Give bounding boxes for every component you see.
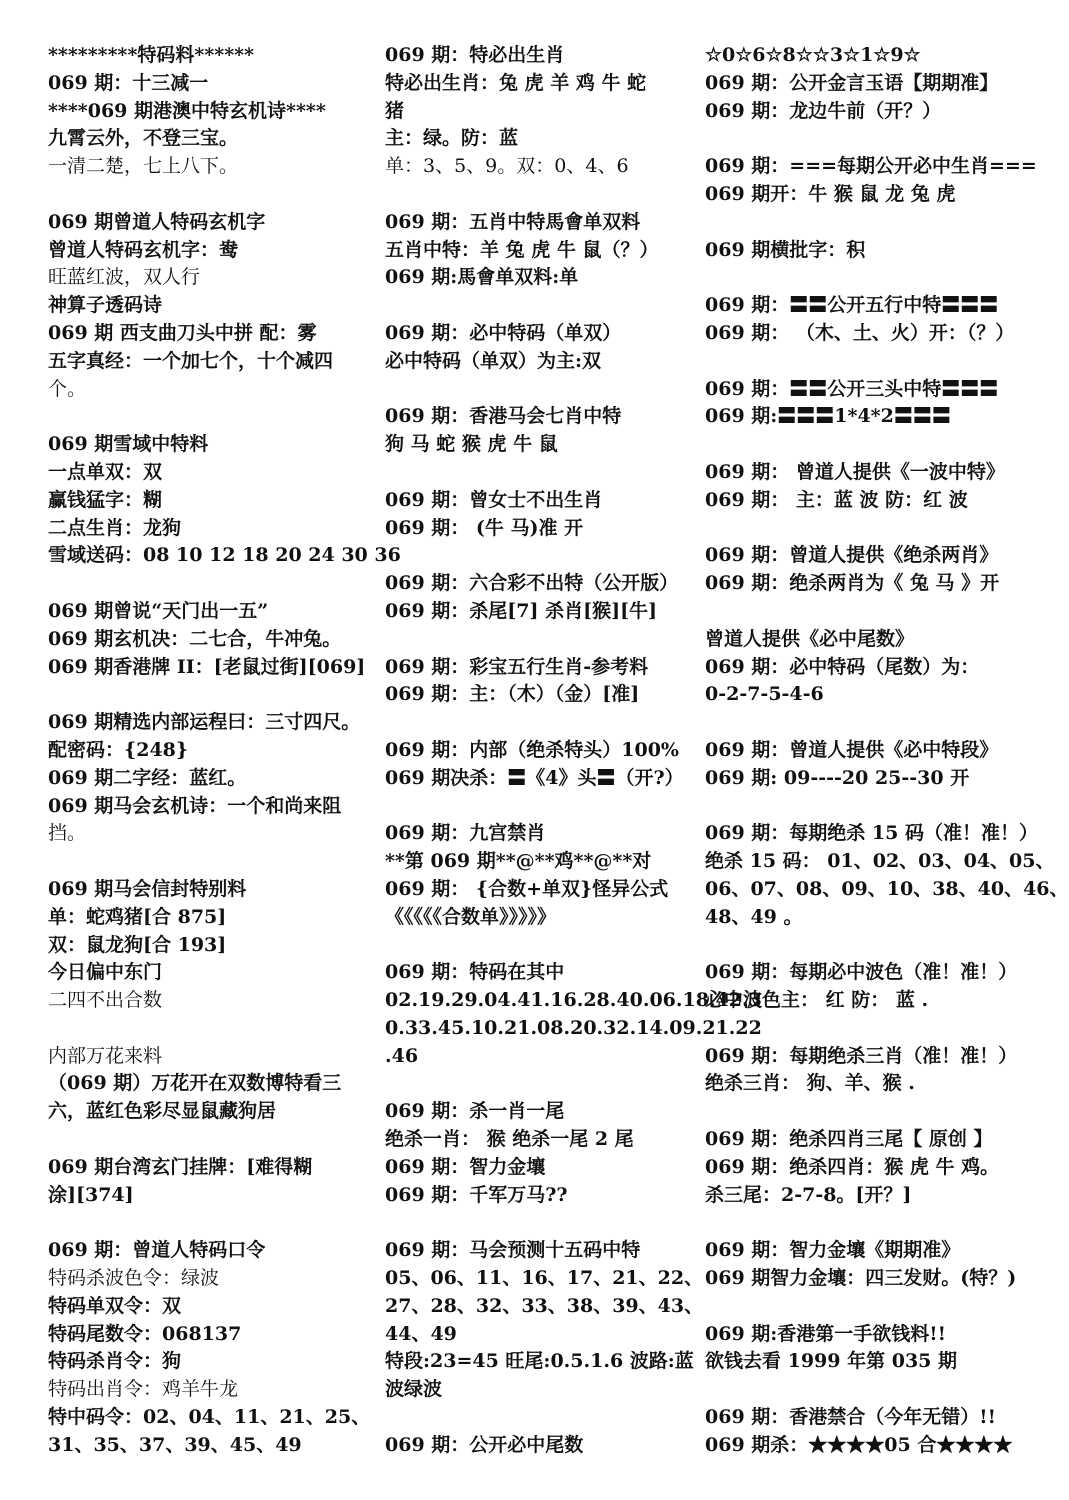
- text-line: 涂][374]: [48, 1183, 134, 1206]
- spacer: [385, 1404, 697, 1432]
- text-line: 069 期：必中特码（单双）: [385, 321, 622, 344]
- text-line: 单：蛇鸡猪[合 875]: [48, 905, 227, 928]
- text-line: 069 期：公开必中尾数: [385, 1433, 584, 1456]
- text-line: 配密码：{248}: [48, 738, 189, 761]
- text-line: 特中码令：02、04、11、21、25、: [48, 1406, 371, 1429]
- text-line: 069 期二字经：蓝红。: [48, 766, 247, 789]
- text-line: 069 期：绝杀四肖三尾【 原创 】: [705, 1128, 993, 1151]
- text-line: 069 期：特码在其中: [385, 961, 565, 984]
- text-line: 主：绿。防：蓝: [385, 127, 519, 150]
- spacer: [48, 181, 373, 209]
- text-line: 欲钱去看 1999 年第 035 期: [705, 1350, 958, 1373]
- text-line: 069 期：六合彩不出特（公开版）: [385, 572, 679, 595]
- spacer: [385, 1209, 697, 1237]
- text-line: 069 期雪域中特料: [48, 433, 209, 456]
- text-line: 五字真经：一个加七个，十个减四: [48, 349, 334, 372]
- text-line: 杀三尾：2-7-8。[开？]: [705, 1183, 912, 1206]
- text-line: 069 期：特必出生肖: [385, 44, 565, 66]
- text-line: ☆0☆6☆8☆☆3☆1☆9☆: [705, 44, 921, 66]
- text-line: 069 期： 曾道人提供《一波中特》: [705, 460, 1005, 483]
- text-line: 31、35、37、39、45、49: [48, 1433, 302, 1456]
- spacer: [705, 431, 1035, 459]
- spacer: [385, 709, 697, 737]
- text-line: 069 期：智力金壤《期期准》: [705, 1239, 961, 1262]
- spacer: [385, 932, 697, 960]
- spacer: [385, 376, 697, 404]
- text-line: 狗 马 蛇 猴 虎 牛 鼠: [385, 433, 558, 456]
- text-line: 069 期:香港第一手欲钱料!!: [705, 1322, 946, 1345]
- text-line: 069 期：曾女士不出生肖: [385, 488, 603, 511]
- text-line: 必中特码（单双）为主:双: [385, 349, 602, 372]
- text-line: 0.33.45.10.21.08.20.32.14.09.21.22: [385, 1016, 762, 1039]
- text-line: 特码出肖令：鸡羊牛龙: [48, 1378, 239, 1401]
- text-line: 069 期曾道人特码玄机字: [48, 210, 266, 233]
- text-line: 特码杀肖令：狗: [48, 1350, 182, 1373]
- text-line: 069 期: 09----20 25--30 开: [705, 766, 970, 789]
- spacer: [705, 1015, 1035, 1043]
- text-line: 069 期： 主：蓝 波 防：红 波: [705, 488, 968, 511]
- text-line: 绝杀三肖： 狗、羊、猴 .: [705, 1072, 915, 1095]
- text-line: 27、28、32、33、38、39、43、: [385, 1294, 704, 1317]
- text-line: 0-2-7-5-4-6: [705, 683, 824, 706]
- spacer: [48, 1015, 373, 1043]
- text-line: ****069 期港澳中特玄机诗****: [48, 99, 326, 122]
- spacer: [705, 264, 1035, 292]
- text-line: 今日偏中东门: [48, 961, 163, 984]
- text-line: 挡。: [48, 822, 87, 845]
- text-line: 069 期：香港马会七肖中特: [385, 405, 622, 428]
- text-line: 069 期香港牌 II：[老鼠过街][069]: [48, 655, 366, 678]
- spacer: [48, 848, 373, 876]
- spacer: [705, 1293, 1035, 1321]
- text-line: 猪: [385, 99, 405, 122]
- text-line: 069 期马会信封特别料: [48, 877, 247, 900]
- spacer: [705, 793, 1035, 821]
- text-line: 48、49 。: [705, 905, 803, 928]
- spacer: [705, 709, 1035, 737]
- spacer: [385, 1070, 697, 1098]
- text-line: 069 期杀：★★★★05 合★★★★: [705, 1433, 1013, 1456]
- text-line: 069 期：曾道人特码口令: [48, 1239, 266, 1262]
- spacer: [705, 348, 1035, 376]
- text-line: 曾道人提供《必中尾数》: [705, 627, 915, 650]
- column-right: [705, 42, 1069, 1460]
- text-line: 《《《《《合数单》》》》》: [385, 905, 557, 928]
- text-line: 069 期：公开金言玉语【期期准】: [705, 71, 999, 94]
- text-line: 特必出生肖：兔 虎 羊 鸡 牛 蛇: [385, 71, 647, 94]
- text-line: 069 期：绝杀四肖：猴 虎 牛 鸡。: [705, 1155, 1000, 1178]
- spacer: [385, 542, 697, 570]
- text-line: 特码单双令：双: [48, 1294, 182, 1317]
- text-line: 神算子透码诗: [48, 294, 163, 317]
- text-line: 069 期：智力金壤: [385, 1155, 546, 1178]
- text-line: 必中波色主： 红 防： 蓝 .: [705, 989, 929, 1012]
- text-line: 特段:23=45 旺尾:0.5.1.6 波路:蓝: [385, 1350, 694, 1373]
- text-line: 069 期：五肖中特馬會单双料: [385, 210, 641, 233]
- text-line: 069 期：主：（木）（金）[准]: [385, 683, 640, 706]
- text-line: 069 期 西支曲刀头中拼 配：雾: [48, 321, 317, 344]
- text-line: 069 期：===每期公开必中生肖===: [705, 155, 1037, 178]
- text-line: 二点生肖：龙狗: [48, 516, 182, 539]
- spacer: [385, 626, 697, 654]
- spacer: [48, 1126, 373, 1154]
- text-line: 069 期：曾道人提供《必中特段》: [705, 738, 999, 761]
- text-line: 六，蓝红色彩尽显鼠藏狗居: [48, 1100, 277, 1123]
- text-line: 069 期:馬會单双料:单: [385, 266, 579, 289]
- text-line: **第 069 期**@**鸡**@**对: [385, 850, 652, 873]
- spacer: [48, 403, 373, 431]
- text-line: 绝杀一肖： 猴 绝杀一尾 2 尾: [385, 1128, 634, 1151]
- spacer: [705, 1376, 1035, 1404]
- text-line: 069 期：绝杀两肖为《 兔 马 》开: [705, 572, 1000, 595]
- text-line: 069 期：必中特码（尾数）为：: [705, 655, 980, 678]
- spacer: [705, 1098, 1035, 1126]
- spacer: [48, 570, 373, 598]
- text-line: 曾道人特码玄机字：鸯: [48, 238, 239, 261]
- text-line: 九霄云外，不登三宝。: [48, 127, 239, 150]
- text-line: 特码杀波色令：绿波: [48, 1267, 220, 1290]
- text-line: 05、06、11、16、17、21、22、: [385, 1267, 704, 1290]
- text-line: 五肖中特：羊 兔 虎 牛 鼠（？）: [385, 238, 659, 261]
- text-line: 二四不出合数: [48, 989, 163, 1012]
- text-line: 单：3、5、9。双：0、4、6: [385, 155, 629, 178]
- text-line: 双：鼠龙狗[合 193]: [48, 933, 227, 956]
- text-line: 绝杀 15 码： 01、02、03、04、05、: [705, 850, 1055, 873]
- spacer: [48, 681, 373, 709]
- text-line: 069 期智力金壤：四三发财。(特？): [705, 1267, 1017, 1290]
- spacer: [385, 459, 697, 487]
- spacer: [705, 932, 1035, 960]
- text-line: 069 期横批字：积: [705, 238, 866, 261]
- text-line: 旺蓝红波，双人行: [48, 266, 201, 289]
- text-line: 个。: [48, 377, 87, 400]
- text-line: 069 期：十三减一: [48, 71, 209, 94]
- text-line: 特码尾数令：068137: [48, 1322, 242, 1345]
- text-line: 069 期：杀尾[7] 杀肖[猴][牛]: [385, 599, 658, 622]
- text-line: *********特码料******: [48, 44, 255, 66]
- spacer: [705, 598, 1035, 626]
- spacer: [705, 515, 1035, 543]
- text-line: 内部万花来料: [48, 1044, 163, 1067]
- spacer: [48, 1209, 373, 1237]
- text-line: 069 期:〓〓〓1*4*2〓〓〓: [705, 405, 951, 428]
- text-line: 069 期：九宫禁肖: [385, 822, 546, 845]
- spacer: [705, 209, 1035, 237]
- text-line: 069 期决杀：〓《4》头〓（开?）: [385, 766, 684, 789]
- spacer: [385, 793, 697, 821]
- text-line: 069 期： （木、土、火）开：（？）: [705, 321, 1015, 344]
- text-line: 一点单双：双: [48, 460, 163, 483]
- text-line: 069 期马会玄机诗：一个和尚来阻: [48, 794, 342, 817]
- text-line: 069 期：内部（绝杀特头）100%: [385, 738, 679, 761]
- text-line: 069 期玄机决：二七合，牛冲兔。: [48, 627, 342, 650]
- spacer: [385, 181, 697, 209]
- text-line: 02.19.29.04.41.16.28.40.06.18.42.3: [385, 989, 762, 1012]
- text-line: 069 期： (牛 马)准 开: [385, 516, 584, 539]
- text-line: 069 期：马会预测十五码中特: [385, 1239, 641, 1262]
- text-line: 雪域送码：08 10 12 18 20 24 30 36: [48, 544, 401, 567]
- text-line: 069 期开：牛 猴 鼠 龙 兔 虎: [705, 182, 956, 205]
- text-line: 一清二楚，七上八下。: [48, 155, 239, 178]
- text-line: 069 期精选内部运程曰：三寸四尺。: [48, 711, 361, 734]
- text-line: 069 期：每期绝杀 15 码（准！准！）: [705, 822, 1038, 845]
- text-line: 069 期曾说“天门出一五”: [48, 599, 269, 622]
- text-line: 069 期：〓〓公开三头中特〓〓〓: [705, 377, 999, 400]
- column-left: [48, 42, 401, 1460]
- text-line: 069 期：香港禁合（今年无错）!!: [705, 1406, 996, 1429]
- text-line: 069 期：千军万马??: [385, 1183, 568, 1206]
- spacer: [705, 1209, 1035, 1237]
- text-line: 069 期： {合数+单双}怪异公式: [385, 877, 669, 900]
- text-line: （069 期）万花开在双数博特看三: [48, 1072, 342, 1095]
- text-line: 069 期：曾道人提供《绝杀两肖》: [705, 544, 999, 567]
- text-line: 069 期：〓〓公开五行中特〓〓〓: [705, 294, 999, 317]
- spacer: [705, 125, 1035, 153]
- text-line: 069 期：每期绝杀三肖（准！准！）: [705, 1044, 1018, 1067]
- spacer: [385, 292, 697, 320]
- text-line: 06、07、08、09、10、38、40、46、: [705, 877, 1069, 900]
- text-line: 44、49: [385, 1322, 457, 1345]
- text-line: .46: [385, 1044, 419, 1067]
- text-line: 069 期：杀一肖一尾: [385, 1100, 565, 1123]
- text-line: 069 期：龙边牛前（开？）: [705, 99, 942, 122]
- text-line: 069 期：彩宝五行生肖-参考料: [385, 655, 649, 678]
- text-line: 069 期台湾玄门挂牌：[难得糊: [48, 1155, 313, 1178]
- text-line: 赢钱猛字：糊: [48, 488, 163, 511]
- text-line: 069 期：每期必中波色（准！准！）: [705, 961, 1018, 984]
- text-line: 波绿波: [385, 1378, 443, 1401]
